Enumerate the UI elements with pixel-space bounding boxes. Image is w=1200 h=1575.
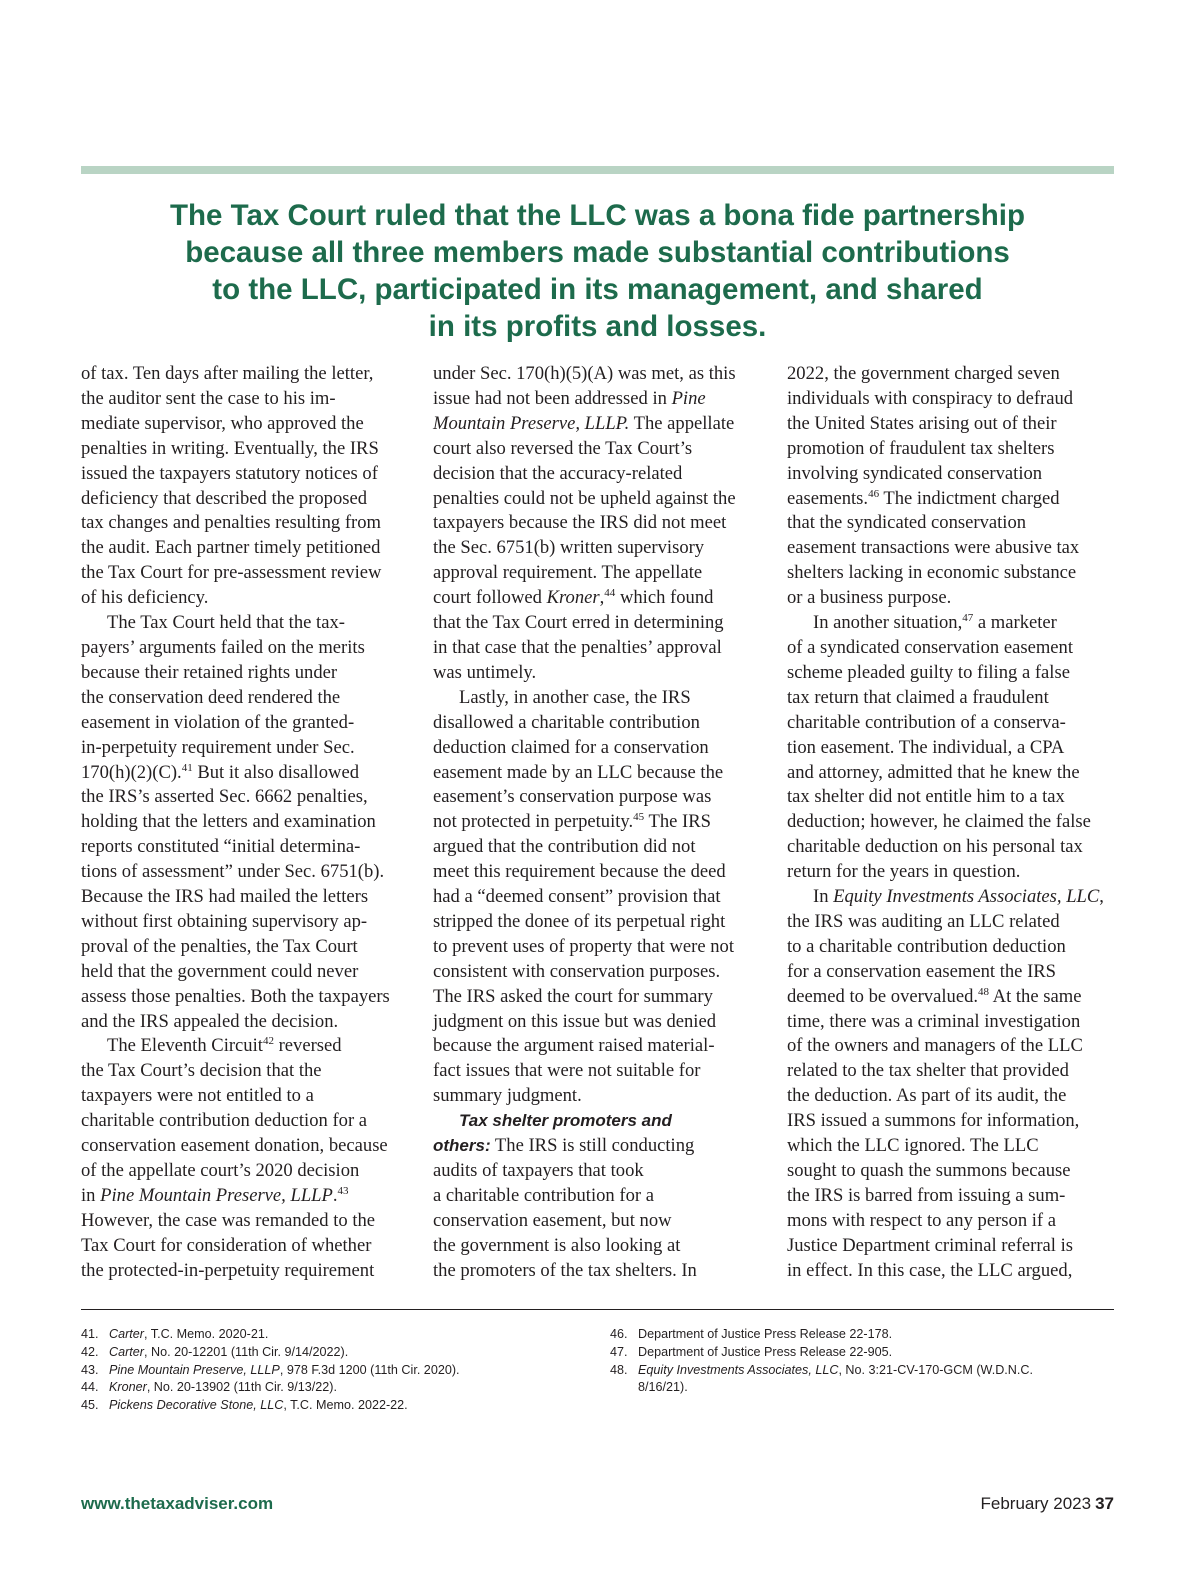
text-line: audits of taxpayers that took bbox=[433, 1160, 644, 1181]
footnote-ref[interactable]: 44 bbox=[604, 587, 616, 600]
text-line: scheme pleaded guilty to filing a false bbox=[787, 661, 1070, 683]
text-line: in Pine Mountain Preserve, LLLP.$^{43}$ bbox=[81, 1184, 349, 1206]
text-line: Mountain Preserve, LLLP. The appellate bbox=[433, 412, 735, 434]
section-subhead: others: bbox=[433, 1136, 491, 1156]
text-line: to a charitable contribution deduction bbox=[787, 935, 1066, 957]
text-line: The Eleventh Circuit$^{42}$ reversed bbox=[107, 1035, 342, 1057]
text-line: sought to quash the summons because bbox=[787, 1160, 1071, 1181]
text-line: summary judgment. bbox=[433, 1085, 582, 1107]
text-line: was untimely. bbox=[433, 661, 537, 683]
text-line: penalties could not be upheld against the bbox=[433, 487, 736, 509]
text-line: in effect. In this case, the LLC argued, bbox=[787, 1259, 1073, 1281]
footnote-ref[interactable]: 41 bbox=[181, 761, 193, 774]
text-line: disallowed a charitable contribution bbox=[433, 711, 700, 733]
text-line: or a business purpose. bbox=[787, 587, 952, 609]
text-line: not protected in perpetuity.$^{45}$ The IRS bbox=[433, 811, 711, 833]
text-line: issue had not been addressed in Pine bbox=[433, 387, 706, 409]
text-line: because the argument raised material- bbox=[433, 1035, 715, 1057]
pull-quote-line: because all three members made substantial contributions bbox=[185, 236, 1010, 269]
text-line: charitable deduction on his personal tax bbox=[787, 836, 1083, 858]
text-line: the IRS is barred from issuing a sum- bbox=[787, 1184, 1066, 1206]
text-line: issued the taxpayers statutory notices of bbox=[81, 462, 378, 484]
text-line: in-perpetuity requirement under Sec. bbox=[81, 736, 355, 758]
text-line: the audit. Each partner timely petitioned bbox=[81, 537, 381, 559]
pull-quote-line: The Tax Court ruled that the LLC was a bona fide partnership bbox=[169, 199, 1026, 232]
text-line: in that case that the penalties’ approval bbox=[433, 636, 722, 658]
issue-date: February 2023 bbox=[980, 1494, 1092, 1513]
text-line: conservation easement, but now bbox=[433, 1209, 672, 1231]
text-line: judgment on this issue but was denied bbox=[433, 1010, 717, 1032]
text-line: of the owners and managers of the LLC bbox=[787, 1035, 1083, 1057]
text-line: Lastly, in another case, the IRS bbox=[459, 686, 691, 708]
text-line: of his deficiency. bbox=[81, 587, 209, 609]
footnote: 43. Pine Mountain Preserve, LLLP, 978 F.3d 1200 (11th Cir. 2020). bbox=[81, 1362, 460, 1377]
footnote: 46. Department of Justice Press Release 22-178. bbox=[610, 1327, 893, 1341]
text-line: assess those penalties. Both the taxpayers bbox=[81, 985, 390, 1007]
text-column-1 bbox=[81, 362, 413, 1284]
footer-url-link[interactable]: www.thetaxadviser.com bbox=[81, 1494, 274, 1513]
text-line: tax changes and penalties resulting from bbox=[81, 512, 381, 534]
text-line: 2022, the government charged seven bbox=[787, 363, 1060, 384]
text-line: the government is also looking at bbox=[433, 1234, 681, 1256]
text-line: the IRS was auditing an LLC related bbox=[787, 910, 1060, 932]
text-line: In another situation,$^{47}$ a marketer bbox=[813, 612, 1057, 634]
text-line: under Sec. 170(h)(5)(A) was met, as this bbox=[433, 363, 736, 384]
text-line: the Tax Court’s decision that the bbox=[81, 1060, 322, 1082]
text-line: reports constituted “initial determina- bbox=[81, 836, 361, 858]
text-line: deficiency that described the proposed bbox=[81, 487, 368, 509]
text-line: decision that the accuracy-related bbox=[433, 462, 683, 484]
text-line: because their retained rights under bbox=[81, 661, 338, 683]
footnote-ref[interactable]: 42 bbox=[262, 1035, 274, 1048]
text-line: easement in violation of the granted- bbox=[81, 711, 355, 733]
text-line: the Sec. 6751(b) written supervisory bbox=[433, 537, 705, 559]
top-rule bbox=[81, 166, 1114, 174]
text-line: proval of the penalties, the Tax Court bbox=[81, 935, 358, 957]
text-line: tion easement. The individual, a CPA bbox=[787, 736, 1065, 758]
text-line: shelters lacking in economic substance bbox=[787, 562, 1077, 584]
text-line: and the IRS appealed the decision. bbox=[81, 1010, 339, 1032]
text-line: individuals with conspiracy to defraud bbox=[787, 387, 1074, 409]
text-line: court followed Kroner,$^{44}$ which found bbox=[433, 587, 714, 609]
text-column-3 bbox=[787, 362, 1119, 1284]
pull-quote bbox=[81, 197, 1114, 345]
footnote-ref[interactable]: 47 bbox=[962, 612, 974, 625]
text-line: Because the IRS had mailed the letters bbox=[81, 886, 369, 908]
text-line: return for the years in question. bbox=[787, 861, 1021, 883]
text-line: fact issues that were not suitable for bbox=[433, 1060, 701, 1082]
text-line: the Tax Court for pre-assessment review bbox=[81, 562, 382, 584]
text-line: deduction claimed for a conservation bbox=[433, 736, 709, 758]
text-line: easement transactions were abusive tax bbox=[787, 537, 1080, 559]
text-line: However, the case was remanded to the bbox=[81, 1209, 376, 1231]
text-line: the protected-in-perpetuity requirement bbox=[81, 1259, 375, 1281]
text-line: holding that the letters and examination bbox=[81, 811, 376, 833]
footnote-ref[interactable]: 43 bbox=[337, 1184, 349, 1197]
text-line: had a “deemed consent” provision that bbox=[433, 886, 721, 908]
pull-quote-line: to the LLC, participated in its management, and shared bbox=[212, 273, 983, 306]
footnote: 42. Carter, No. 20-12201 (11th Cir. 9/14/2022). bbox=[81, 1344, 349, 1359]
text-line: charitable contribution deduction for a bbox=[81, 1110, 368, 1132]
text-line: a charitable contribution for a bbox=[433, 1184, 654, 1206]
section-subhead: Tax shelter promoters and bbox=[459, 1111, 672, 1131]
text-line: the auditor sent the case to his im- bbox=[81, 387, 336, 409]
text-line: which the LLC ignored. The LLC bbox=[787, 1135, 1039, 1157]
text-line: consistent with conservation purposes. bbox=[433, 960, 721, 982]
text-line: easements.$^{46}$ The indictment charged bbox=[787, 487, 1060, 509]
text-line: others: The IRS is still conducting bbox=[433, 1135, 695, 1157]
text-line: mediate supervisor, who approved the bbox=[81, 412, 364, 434]
text-line: that the syndicated conservation bbox=[787, 512, 1027, 534]
text-line: that the Tax Court erred in determining bbox=[433, 612, 724, 634]
text-line: deemed to be overvalued.$^{48}$ At the same bbox=[787, 985, 1082, 1007]
footnotes-left bbox=[81, 1326, 581, 1415]
text-line: IRS issued a summons for information, bbox=[787, 1110, 1080, 1132]
footnote-ref[interactable]: 46 bbox=[868, 487, 880, 500]
text-line: easement’s conservation purpose was bbox=[433, 786, 712, 808]
text-line: of a syndicated conservation easement bbox=[787, 636, 1074, 658]
text-line: the United States arising out of their bbox=[787, 412, 1057, 434]
footnote: 48. Equity Investments Associates, LLC, No. 3:21-CV-170-GCM (W.D.N.C. bbox=[610, 1362, 1033, 1377]
text-line: taxpayers were not entitled to a bbox=[81, 1085, 314, 1107]
text-line: Tax Court for consideration of whether bbox=[81, 1234, 372, 1256]
text-line: the conservation deed rendered the bbox=[81, 686, 341, 708]
text-line: The IRS asked the court for summary bbox=[433, 985, 713, 1007]
text-line: mons with respect to any person if a bbox=[787, 1209, 1057, 1231]
text-line: penalties in writing. Eventually, the IRS bbox=[81, 437, 379, 459]
text-column-2 bbox=[433, 362, 765, 1284]
footer-date-page bbox=[981, 1494, 1115, 1514]
text-line: court also reversed the Tax Court’s bbox=[433, 437, 693, 459]
text-line: of the appellate court’s 2020 decision bbox=[81, 1160, 360, 1181]
text-line: deduction; however, he claimed the false bbox=[787, 811, 1091, 833]
text-line: for a conservation easement the IRS bbox=[787, 960, 1057, 982]
text-line: time, there was a criminal investigation bbox=[787, 1010, 1081, 1032]
footnote: 45. Pickens Decorative Stone, LLC, T.C. Memo. 2022-22. bbox=[81, 1398, 408, 1413]
text-line: promotion of fraudulent tax shelters bbox=[787, 437, 1055, 459]
text-line: taxpayers because the IRS did not meet bbox=[433, 512, 727, 534]
text-line: and attorney, admitted that he knew the bbox=[787, 761, 1080, 783]
text-line: to prevent uses of property that were not bbox=[433, 935, 735, 957]
footnote-ref[interactable]: 48 bbox=[978, 985, 990, 998]
text-line: payers’ arguments failed on the merits bbox=[81, 636, 365, 658]
text-line: In Equity Investments Associates, LLC, bbox=[813, 886, 1104, 908]
text-line: approval requirement. The appellate bbox=[433, 562, 703, 584]
text-line: argued that the contribution did not bbox=[433, 836, 696, 858]
footnotes-right bbox=[610, 1326, 1110, 1397]
text-line: stripped the donee of its perpetual right bbox=[433, 910, 726, 932]
text-line: tax return that claimed a fraudulent bbox=[787, 686, 1049, 708]
text-line: the IRS’s asserted Sec. 6662 penalties, bbox=[81, 786, 368, 808]
text-line: held that the government could never bbox=[81, 960, 359, 982]
text-line: charitable contribution of a conserva- bbox=[787, 711, 1066, 733]
footnote: 44. Kroner, No. 20-13902 (11th Cir. 9/13/22). bbox=[81, 1380, 337, 1395]
text-line: involving syndicated conservation bbox=[787, 462, 1043, 484]
text-line: conservation easement donation, because bbox=[81, 1135, 388, 1157]
pull-quote-line: in its profits and losses. bbox=[428, 310, 767, 343]
text-line: tax shelter did not entitle him to a tax bbox=[787, 786, 1065, 808]
text-line: easement made by an LLC because the bbox=[433, 761, 724, 783]
text-line: meet this requirement because the deed bbox=[433, 861, 726, 883]
text-line: related to the tax shelter that provided bbox=[787, 1060, 1069, 1082]
footnote-ref[interactable]: 45 bbox=[633, 811, 645, 824]
text-line: 170(h)(2)(C).$^{41}$ But it also disallowed bbox=[81, 761, 359, 783]
page-number: 37 bbox=[1095, 1494, 1114, 1513]
text-line: the deduction. As part of its audit, the bbox=[787, 1085, 1067, 1107]
text-line: the promoters of the tax shelters. In bbox=[433, 1259, 697, 1281]
text-line: without first obtaining supervisory ap- bbox=[81, 910, 368, 932]
footnote: 41. Carter, T.C. Memo. 2020-21. bbox=[81, 1327, 269, 1341]
text-line: of tax. Ten days after mailing the letter, bbox=[81, 363, 374, 384]
text-line: The Tax Court held that the tax- bbox=[107, 612, 345, 634]
footnote-rule bbox=[81, 1309, 1114, 1310]
footnote: 47. Department of Justice Press Release 22-905. bbox=[610, 1344, 893, 1359]
footnote-continuation: 8/16/21). bbox=[638, 1380, 688, 1395]
text-line: Justice Department criminal referral is bbox=[787, 1234, 1074, 1256]
text-line: tions of assessment” under Sec. 6751(b). bbox=[81, 861, 385, 883]
